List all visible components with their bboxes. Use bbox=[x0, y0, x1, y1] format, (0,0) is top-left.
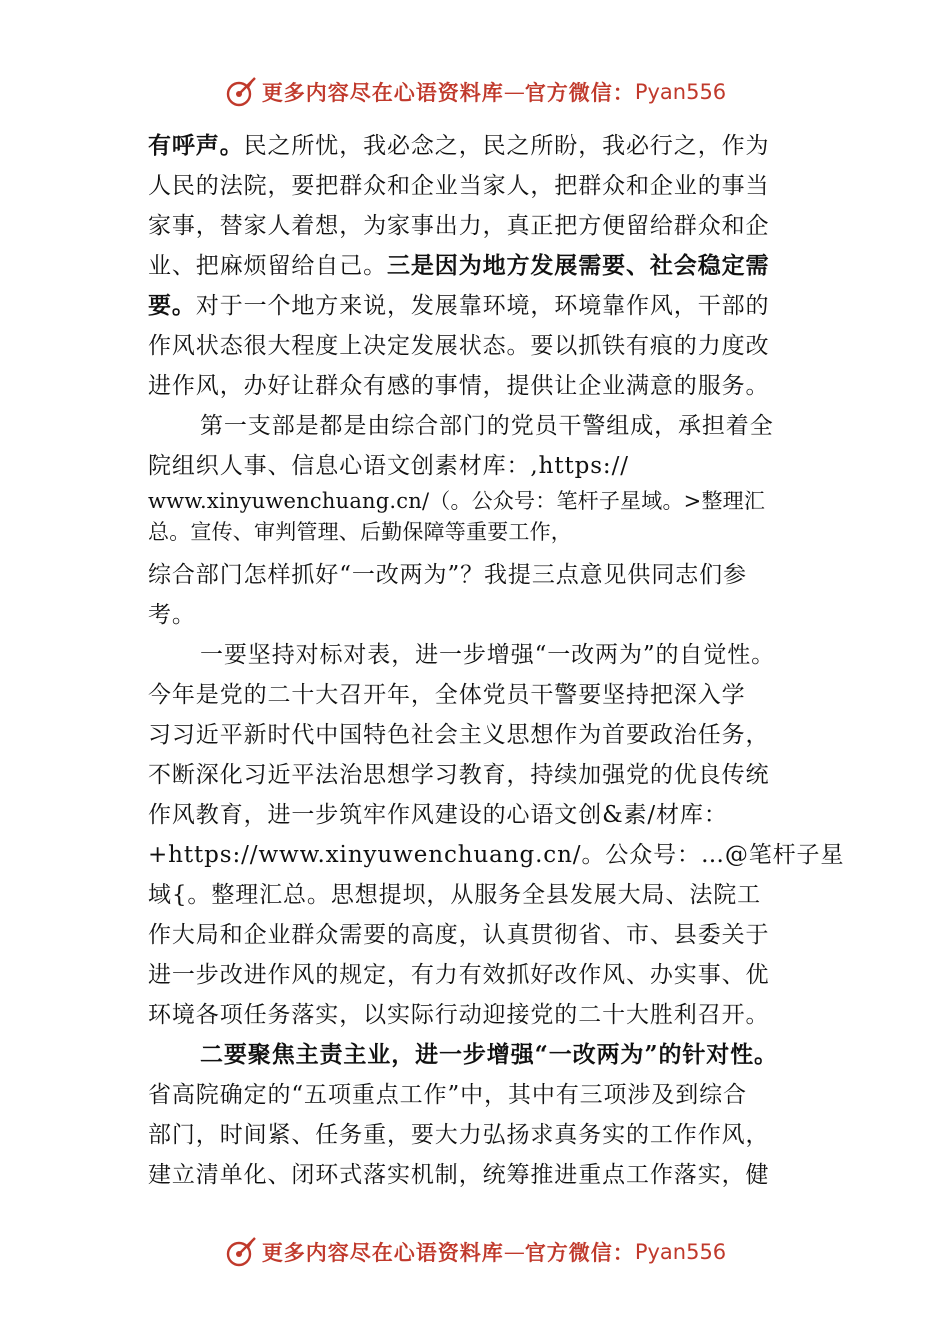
text-line bbox=[148, 635, 812, 675]
text-line bbox=[148, 206, 812, 246]
text-line bbox=[148, 875, 812, 915]
text-line bbox=[148, 246, 812, 286]
banner-wechat-id: Pyan556 bbox=[634, 1240, 727, 1264]
text-segment: 进作风，办好让群众有感的事情，提供让企业满意的服务。 bbox=[148, 373, 770, 399]
text-segment: 建立清单化、闭环式落实机制，统筹推进重点工作落实，健 bbox=[148, 1162, 770, 1188]
text-line bbox=[148, 835, 845, 875]
quill-logo-icon bbox=[224, 75, 258, 109]
text-segment: 第一支部是都是由综合部门的党员干警组成，承担着全 bbox=[200, 413, 774, 439]
text-segment: 环境各项任务落实，以实际行动迎接党的二十大胜利召开。 bbox=[148, 1002, 770, 1028]
text-line bbox=[148, 915, 812, 955]
text-line bbox=[148, 1115, 812, 1155]
banner-wechat-label: 官方微信： bbox=[524, 80, 635, 105]
text-segment: 考。 bbox=[148, 602, 196, 628]
text-segment: 部门，时间紧、任务重，要大力弘扬求真务实的工作作风， bbox=[148, 1122, 770, 1148]
text-segment: 对于一个地方来说，发展靠环境，环境靠作风，干部的 bbox=[195, 293, 770, 319]
text-segment: 作风状态很大程度上决定发展状态。要以抓铁有痕的力度改 bbox=[148, 333, 770, 359]
text-segment: 业、把麻烦留给自己。 bbox=[148, 253, 387, 279]
text-segment: 综合部门怎样抓好“一改两为”？我提三点意见供同志们参 bbox=[148, 562, 747, 588]
text-segment: 今年是党的二十大召开年，全体党员干警要坚持把深入学 bbox=[148, 682, 746, 708]
text-line bbox=[148, 326, 812, 366]
text-line bbox=[148, 595, 812, 635]
text-line bbox=[148, 286, 812, 326]
bold-text-segment: 有呼声。 bbox=[148, 132, 244, 159]
text-segment: 民之所忧，我必念之，民之所盼，我必行之，作为 bbox=[243, 133, 770, 159]
bold-text-segment: 要。 bbox=[148, 292, 196, 319]
banner-wechat-id: Pyan556 bbox=[634, 80, 727, 104]
text-line bbox=[148, 995, 812, 1035]
banner-text: 更多内容尽在心语资料库 bbox=[261, 80, 504, 105]
bold-text-segment: 二要聚焦主责主业，进一步增强“一改两为”的针对性。 bbox=[200, 1041, 778, 1068]
banner-separator: — bbox=[503, 1240, 525, 1264]
text-line bbox=[148, 166, 812, 206]
text-line bbox=[148, 715, 812, 755]
banner-separator: — bbox=[503, 80, 525, 104]
text-segment: 省高院确定的“五项重点工作”中，其中有三项涉及到综合 bbox=[148, 1082, 747, 1108]
text-segment: +https://www.xinyuwenchuang.cn/。公众号：…@笔杆子星 bbox=[148, 842, 845, 868]
footer-banner bbox=[0, 1232, 950, 1272]
text-segment: www.xinyuwenchuang.cn/（。公众号：笔杆子星域。>整理汇 bbox=[148, 489, 766, 513]
text-segment: 总。宣传、审判管理、后勤保障等重要工作， bbox=[148, 520, 572, 544]
bold-text-segment: 三是因为地方发展需要、社会稳定需 bbox=[387, 252, 770, 279]
quill-logo-icon bbox=[224, 1235, 258, 1269]
text-segment: 家事，替家人着想，为家事出力，真正把方便留给群众和企 bbox=[148, 213, 770, 239]
text-segment: 一要坚持对标对表，进一步增强“一改两为”的自觉性。 bbox=[200, 642, 776, 668]
text-line bbox=[148, 1155, 812, 1195]
text-segment: 习习近平新时代中国特色社会主义思想作为首要政治任务， bbox=[148, 722, 770, 748]
text-segment: 不断深化习近平法治思想学习教育，持续加强党的优良传统 bbox=[148, 762, 770, 788]
text-line bbox=[148, 517, 812, 548]
text-line bbox=[148, 955, 812, 995]
text-line bbox=[148, 675, 812, 715]
text-segment: 进一步改进作风的规定，有力有效抓好改作风、办实事、优 bbox=[148, 962, 770, 988]
text-line bbox=[148, 755, 812, 795]
text-line bbox=[148, 126, 812, 166]
text-segment: 作风教育，进一步筑牢作风建设的心语文创&素/材库： bbox=[148, 802, 728, 828]
text-segment: 作大局和企业群众需要的高度，认真贯彻省、市、县委关于 bbox=[148, 922, 770, 948]
text-line bbox=[148, 446, 812, 486]
text-segment: 院组织人事、信息心语文创素材库：,https:// bbox=[148, 453, 629, 479]
text-line bbox=[148, 1035, 812, 1075]
banner-wechat-label: 官方微信： bbox=[524, 1240, 635, 1265]
text-line bbox=[148, 555, 812, 595]
banner-text: 更多内容尽在心语资料库 bbox=[261, 1240, 504, 1265]
text-line bbox=[148, 1075, 812, 1115]
text-line bbox=[148, 366, 812, 406]
header-banner bbox=[0, 72, 950, 112]
text-segment: 域{。整理汇总。思想提坝，从服务全县发展大局、法院工 bbox=[148, 882, 762, 908]
document-body bbox=[148, 126, 845, 1195]
text-segment: 人民的法院，要把群众和企业当家人，把群众和企业的事当 bbox=[148, 173, 770, 199]
text-line bbox=[148, 795, 812, 835]
text-line bbox=[148, 406, 812, 446]
text-line bbox=[148, 486, 812, 517]
